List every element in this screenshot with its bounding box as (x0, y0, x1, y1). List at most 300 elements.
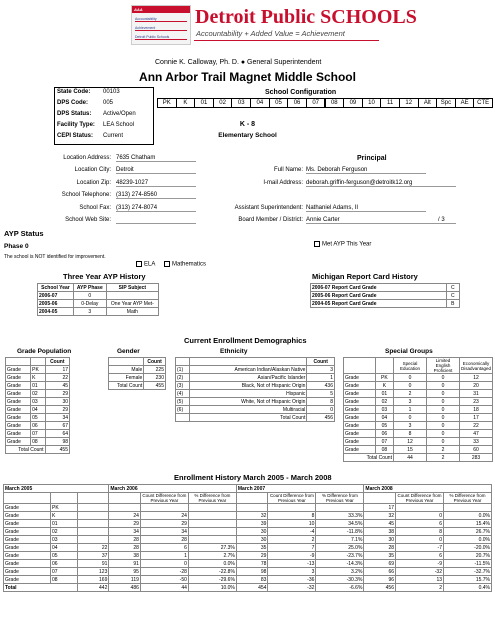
table-cell: 01 (50, 520, 77, 528)
table-cell: PK (375, 374, 393, 382)
table-row (4, 552, 492, 560)
table-cell: 0 (393, 382, 426, 390)
table-cell: 0 (73, 292, 106, 300)
table-cell: -7 (396, 544, 444, 552)
table-cell: Total Count (109, 382, 144, 390)
dps-status-label: DPS Status: (57, 111, 92, 117)
table-cell: 0 (307, 406, 335, 414)
table-cell: 3 (393, 398, 426, 406)
table-row (4, 560, 492, 568)
table-row (6, 390, 70, 398)
table-cell (140, 504, 188, 512)
table-cell: 6 (396, 520, 444, 528)
table-cell: 2.7% (188, 552, 236, 560)
gender-table (108, 357, 166, 390)
table-header: Limited English Proficient (426, 358, 459, 374)
total-value: 44 (140, 584, 188, 592)
table-row (176, 414, 335, 422)
table-cell: -28 (140, 568, 188, 576)
table-cell: American Indian/Alaskan Native (190, 366, 307, 374)
year-header: March 2007 (236, 485, 364, 493)
table-header (109, 358, 144, 366)
table-cell: 0 (426, 374, 459, 382)
zip-value: 48239-1027 (116, 180, 196, 187)
table-cell: Grade (344, 446, 376, 454)
table-cell: 12 (393, 438, 426, 446)
table-cell: Grade (344, 406, 376, 414)
table-cell: 30 (364, 536, 396, 544)
math-check (164, 261, 206, 268)
table-row (4, 520, 492, 528)
report-card-title: Michigan Report Card History (312, 272, 418, 281)
table-header (109, 493, 141, 504)
table-cell (316, 504, 364, 512)
table-cell: 28 (364, 544, 396, 552)
table-cell: 24 (140, 512, 188, 520)
table-cell: 37 (77, 552, 109, 560)
table-cell: 0 (396, 512, 444, 520)
table-row (344, 374, 493, 382)
table-cell: Grade (344, 422, 376, 430)
grade-config-box: 04 (250, 98, 270, 108)
table-cell: 29 (109, 520, 141, 528)
table-cell: Grade (6, 374, 31, 382)
total-value: 2 (426, 454, 459, 462)
principal-email[interactable]: deborah.griffin-ferguson@detroitk12.org (306, 180, 456, 187)
table-cell: 45 (45, 382, 69, 390)
table-cell (188, 528, 236, 536)
report-card-grade: B (446, 300, 459, 308)
table-cell: -9 (268, 552, 316, 560)
table-cell: 0 (426, 406, 459, 414)
dps-code-label: DPS Code: (57, 100, 89, 106)
table-row (4, 528, 492, 536)
table-row (344, 382, 493, 390)
table-header: Count Difference from Previous Year (268, 493, 316, 504)
table-header (176, 358, 190, 366)
table-header: Count (45, 358, 69, 366)
table-header: Count Difference from Previous Year (140, 493, 188, 504)
total-value: 283 (459, 454, 492, 462)
dps-code: 005 (103, 100, 114, 106)
table-cell: (1) (176, 366, 190, 374)
table-cell: 28 (109, 536, 141, 544)
table-header: % Difference from Previous Year (188, 493, 236, 504)
grade-config-box: CTE (473, 98, 493, 108)
table-cell: 29 (140, 520, 188, 528)
table-cell: 96 (364, 576, 396, 584)
table-cell: 34.5% (316, 520, 364, 528)
table-cell: 3 (307, 366, 335, 374)
school-name: Ann Arbor Trail Magnet Middle School (139, 70, 356, 84)
table-cell: (5) (176, 398, 190, 406)
table-row (6, 366, 70, 374)
table-cell: 3 (393, 422, 426, 430)
table-cell: (2) (176, 374, 190, 382)
table-cell: 06 (31, 422, 45, 430)
table-header (190, 358, 307, 366)
table-cell: 8 (268, 512, 316, 520)
table-header: Special Education (393, 358, 426, 374)
table-row (6, 406, 70, 414)
table-cell: 436 (307, 382, 335, 390)
table-cell (188, 536, 236, 544)
grade-config-box: K (176, 98, 196, 108)
year-header: March 2006 (109, 485, 237, 493)
table-row (4, 512, 492, 520)
grade-config-box: AE (455, 98, 475, 108)
ayp-phase: Phase 0 (4, 243, 29, 250)
ethnicity-title: Ethnicity (220, 348, 248, 355)
table-cell: K (31, 374, 45, 382)
total-label: Total Count (344, 454, 394, 462)
table-row (109, 374, 166, 382)
table-cell: 95 (109, 568, 141, 576)
table-cell (176, 414, 190, 422)
table-cell: Multiracial (190, 406, 307, 414)
web-label: School Web Site: (65, 217, 111, 223)
table-cell: 12 (459, 374, 492, 382)
table-row (311, 300, 460, 308)
grade-config-row (157, 98, 492, 108)
ayp-note: The school is NOT identified for improvement. (4, 254, 106, 260)
table-header-row (4, 493, 492, 504)
table-cell: 32 (236, 512, 268, 520)
table-row (6, 414, 70, 422)
gender-title: Gender (117, 348, 140, 355)
table-cell: 60 (459, 446, 492, 454)
table-cell: 10 (268, 520, 316, 528)
math-label: Mathematics (172, 261, 207, 268)
table-cell: 6 (140, 544, 188, 552)
table-cell: 30 (236, 528, 268, 536)
table-cell: Hispanic (190, 390, 307, 398)
table-cell: 169 (77, 576, 109, 584)
table-cell: 08 (50, 576, 77, 584)
table-cell: 30 (236, 536, 268, 544)
table-cell: 29 (45, 390, 69, 398)
table-cell: 07 (375, 438, 393, 446)
grade-config-box: 06 (287, 98, 307, 108)
table-cell: 35 (236, 544, 268, 552)
grade-pop-table (5, 357, 70, 454)
table-cell: Black, Not of Hispanic Origin (190, 382, 307, 390)
table-row (344, 398, 493, 406)
table-cell: 1 (393, 406, 426, 414)
fax-value: (313) 274-8074 (116, 205, 196, 212)
table-cell: 8 (307, 398, 335, 406)
table-cell: 33 (459, 438, 492, 446)
table-cell: Female (109, 374, 144, 382)
table-cell: 01 (375, 390, 393, 398)
table-cell: 26.7% (444, 528, 492, 536)
dps-tagline: Accountability + Added Value = Achievement (196, 29, 345, 38)
table-cell: 69 (364, 560, 396, 568)
table-cell: 83 (236, 576, 268, 584)
table-cell: 02 (31, 390, 45, 398)
table-cell: Grade (4, 576, 51, 584)
table-cell: 02 (50, 528, 77, 536)
aaa-logo-row: Accountability (135, 16, 187, 22)
table-row (344, 446, 493, 454)
table-cell: (6) (176, 406, 190, 414)
grade-config-box: Spc (436, 98, 456, 108)
table-cell: 31 (459, 390, 492, 398)
table-header-row (4, 485, 492, 493)
table-cell: Asian/Pacific Islander (190, 374, 307, 382)
table-cell: 06 (50, 560, 77, 568)
enrollment-history-table (3, 484, 492, 592)
math-checkbox[interactable] (164, 261, 170, 267)
table-cell: Grade (344, 438, 376, 446)
grade-config-box: 03 (231, 98, 251, 108)
table-cell: 15.4% (444, 520, 492, 528)
asst-super-label: Assistant Superintendent: (234, 205, 303, 211)
config-range: K - 8 (239, 121, 256, 128)
table-cell: 06 (375, 430, 393, 438)
table-row (6, 382, 70, 390)
board-label: Board Member / District: (238, 217, 303, 223)
table-header-row (38, 284, 159, 292)
table-cell: (3) (176, 382, 190, 390)
web-value[interactable] (116, 217, 196, 224)
table-cell: 7 (268, 544, 316, 552)
table-cell (444, 504, 492, 512)
ela-check (136, 261, 155, 268)
table-cell: -11.8% (316, 528, 364, 536)
tel-value: (313) 274-8560 (116, 192, 196, 199)
table-cell: Grade (344, 382, 376, 390)
table-cell (106, 292, 158, 300)
table-cell (188, 504, 236, 512)
table-header (77, 493, 109, 504)
table-row (109, 382, 166, 390)
aaa-logo-row: Achievement (135, 25, 187, 31)
table-cell: Grade (6, 430, 31, 438)
table-cell: 08 (31, 438, 45, 446)
state-code-label: State Code: (57, 89, 91, 95)
fax-label: School Fax: (79, 205, 111, 211)
state-code: 00103 (103, 89, 120, 95)
table-row (176, 406, 335, 414)
table-cell (188, 512, 236, 520)
table-cell: 03 (375, 406, 393, 414)
table-cell: (4) (176, 390, 190, 398)
table-header-row (176, 358, 335, 366)
table-cell: 22 (459, 422, 492, 430)
table-cell: 98 (45, 438, 69, 446)
principal-name: Ms. Deborah Ferguson (306, 167, 426, 174)
address-value: 7635 Chatham (116, 155, 196, 162)
table-cell: 22 (45, 374, 69, 382)
table-cell: Grade (6, 406, 31, 414)
table-cell: 20 (459, 382, 492, 390)
table-header (6, 358, 31, 366)
zip-label: Location Zip: (76, 180, 111, 186)
table-cell: K (375, 382, 393, 390)
grade-config-box: 05 (269, 98, 289, 108)
table-cell: 27.3% (188, 544, 236, 552)
table-cell: -20.0% (444, 544, 492, 552)
table-row (311, 284, 460, 292)
table-cell: 39 (236, 520, 268, 528)
table-row (311, 292, 460, 300)
table-cell: Grade (6, 366, 31, 374)
met-ayp-checkbox[interactable] (314, 241, 320, 247)
table-cell: Grade (6, 390, 31, 398)
table-cell: 35 (364, 552, 396, 560)
table-header (31, 358, 45, 366)
table-row (38, 300, 159, 308)
report-card-grade: C (446, 292, 459, 300)
table-header-row (344, 358, 493, 374)
board-district: / 3 (438, 217, 445, 223)
grade-config-box: 10 (362, 98, 382, 108)
table-header (50, 493, 77, 504)
table-cell: 47 (459, 430, 492, 438)
table-cell: 78 (236, 560, 268, 568)
facility-type: LEA School (103, 122, 135, 128)
table-cell: 0 (426, 422, 459, 430)
header-rule (194, 40, 379, 41)
table-cell: 05 (31, 414, 45, 422)
table-cell (77, 520, 109, 528)
table-cell: Grade (4, 536, 51, 544)
principal-title: Principal (357, 155, 387, 162)
table-cell: 0 (426, 390, 459, 398)
total-value: 454 (236, 584, 268, 592)
grade-config-box: PK (157, 98, 177, 108)
table-cell (268, 504, 316, 512)
table-row (176, 382, 335, 390)
table-row (6, 374, 70, 382)
table-cell: -30.3% (316, 576, 364, 584)
table-cell: 2 (393, 390, 426, 398)
address-label: Location Address: (63, 155, 111, 161)
demographics-title: Current Enrollment Demographics (184, 336, 307, 345)
table-row (344, 414, 493, 422)
table-cell: 07 (50, 568, 77, 576)
table-cell: Grade (4, 552, 51, 560)
report-card-label: 2005-06 Report Card Grade (311, 292, 447, 300)
table-row (4, 544, 492, 552)
table-row (4, 576, 492, 584)
table-cell: Grade (4, 512, 51, 520)
table-cell: 25.0% (316, 544, 364, 552)
table-cell: -22.8% (188, 568, 236, 576)
table-cell: 03 (31, 398, 45, 406)
special-groups-title: Special Groups (385, 348, 433, 355)
table-cell: -14.3% (316, 560, 364, 568)
table-cell: 34 (140, 528, 188, 536)
table-cell: Grade (4, 528, 51, 536)
table-cell: 04 (50, 544, 77, 552)
ela-checkbox[interactable] (136, 261, 142, 267)
table-cell: 230 (144, 374, 166, 382)
met-ayp-label: Met AYP This Year (322, 241, 372, 248)
board-member: Annie Carter (306, 217, 456, 224)
grade-config-box: 07 (306, 98, 326, 108)
table-cell: 05 (50, 552, 77, 560)
table-header: Count (144, 358, 166, 366)
table-header: Economically Disadvantaged (459, 358, 492, 374)
config-level: Elementary School (218, 132, 277, 139)
table-cell: 456 (307, 414, 335, 422)
table-cell: 15 (393, 446, 426, 454)
table-cell: 18 (459, 406, 492, 414)
table-cell: Grade (4, 520, 51, 528)
table-cell: -32.7% (444, 568, 492, 576)
table-cell: Grade (6, 398, 31, 406)
total-value: 44 (393, 454, 426, 462)
table-cell: Grade (4, 504, 51, 512)
table-cell: Grade (6, 422, 31, 430)
table-cell: 0 (426, 438, 459, 446)
table-cell: Male (109, 366, 144, 374)
table-cell: 29 (45, 406, 69, 414)
table-cell: 2 (426, 446, 459, 454)
table-cell: 07 (31, 430, 45, 438)
ethnicity-table (175, 357, 335, 422)
table-cell: K (50, 512, 77, 520)
table-cell: 01 (31, 382, 45, 390)
table-cell (396, 504, 444, 512)
principal-name-label: Full Name: (273, 167, 303, 173)
enrollment-title: Enrollment History March 2005 - March 2008 (174, 473, 332, 482)
table-cell: 98 (236, 568, 268, 576)
table-cell: 225 (144, 366, 166, 374)
table-cell: 3.2% (316, 568, 364, 576)
table-cell (77, 504, 109, 512)
table-cell: -36 (268, 576, 316, 584)
cepi-status: Current (103, 133, 124, 139)
table-header (364, 493, 396, 504)
total-label: Total Count (6, 446, 46, 454)
cepi-label: CEPI Status: (57, 133, 94, 139)
report-card-label: 2004-05 Report Card Grade (311, 300, 447, 308)
asst-super-value: Nathaniel Adams, II (306, 205, 426, 212)
table-cell: 0.0% (444, 536, 492, 544)
table-row (6, 422, 70, 430)
total-value: 456 (364, 584, 396, 592)
table-cell: Grade (6, 438, 31, 446)
ela-label: ELA (144, 261, 156, 268)
table-header (236, 493, 268, 504)
table-cell: 91 (109, 560, 141, 568)
table-cell: 38 (364, 528, 396, 536)
table-cell: 119 (109, 576, 141, 584)
table-row (344, 422, 493, 430)
table-cell: 0 (426, 398, 459, 406)
table-cell: 0 (393, 414, 426, 422)
table-cell: 455 (144, 382, 166, 390)
table-cell: One Year AYP Met- (106, 300, 158, 308)
grade-config-box: 09 (343, 98, 363, 108)
principal-email-label: I-mail Address: (263, 180, 303, 186)
table-cell: Grade (4, 568, 51, 576)
table-cell (236, 504, 268, 512)
ayp-history-table (37, 283, 159, 316)
table-cell: 2 (268, 536, 316, 544)
table-header: % Difference from Previous Year (316, 493, 364, 504)
table-cell: 02 (375, 398, 393, 406)
table-row (38, 292, 159, 300)
grade-config-box: 08 (325, 98, 345, 108)
table-cell: -11.5% (444, 560, 492, 568)
table-cell: 91 (77, 560, 109, 568)
table-row (344, 430, 493, 438)
met-ayp (314, 241, 371, 248)
